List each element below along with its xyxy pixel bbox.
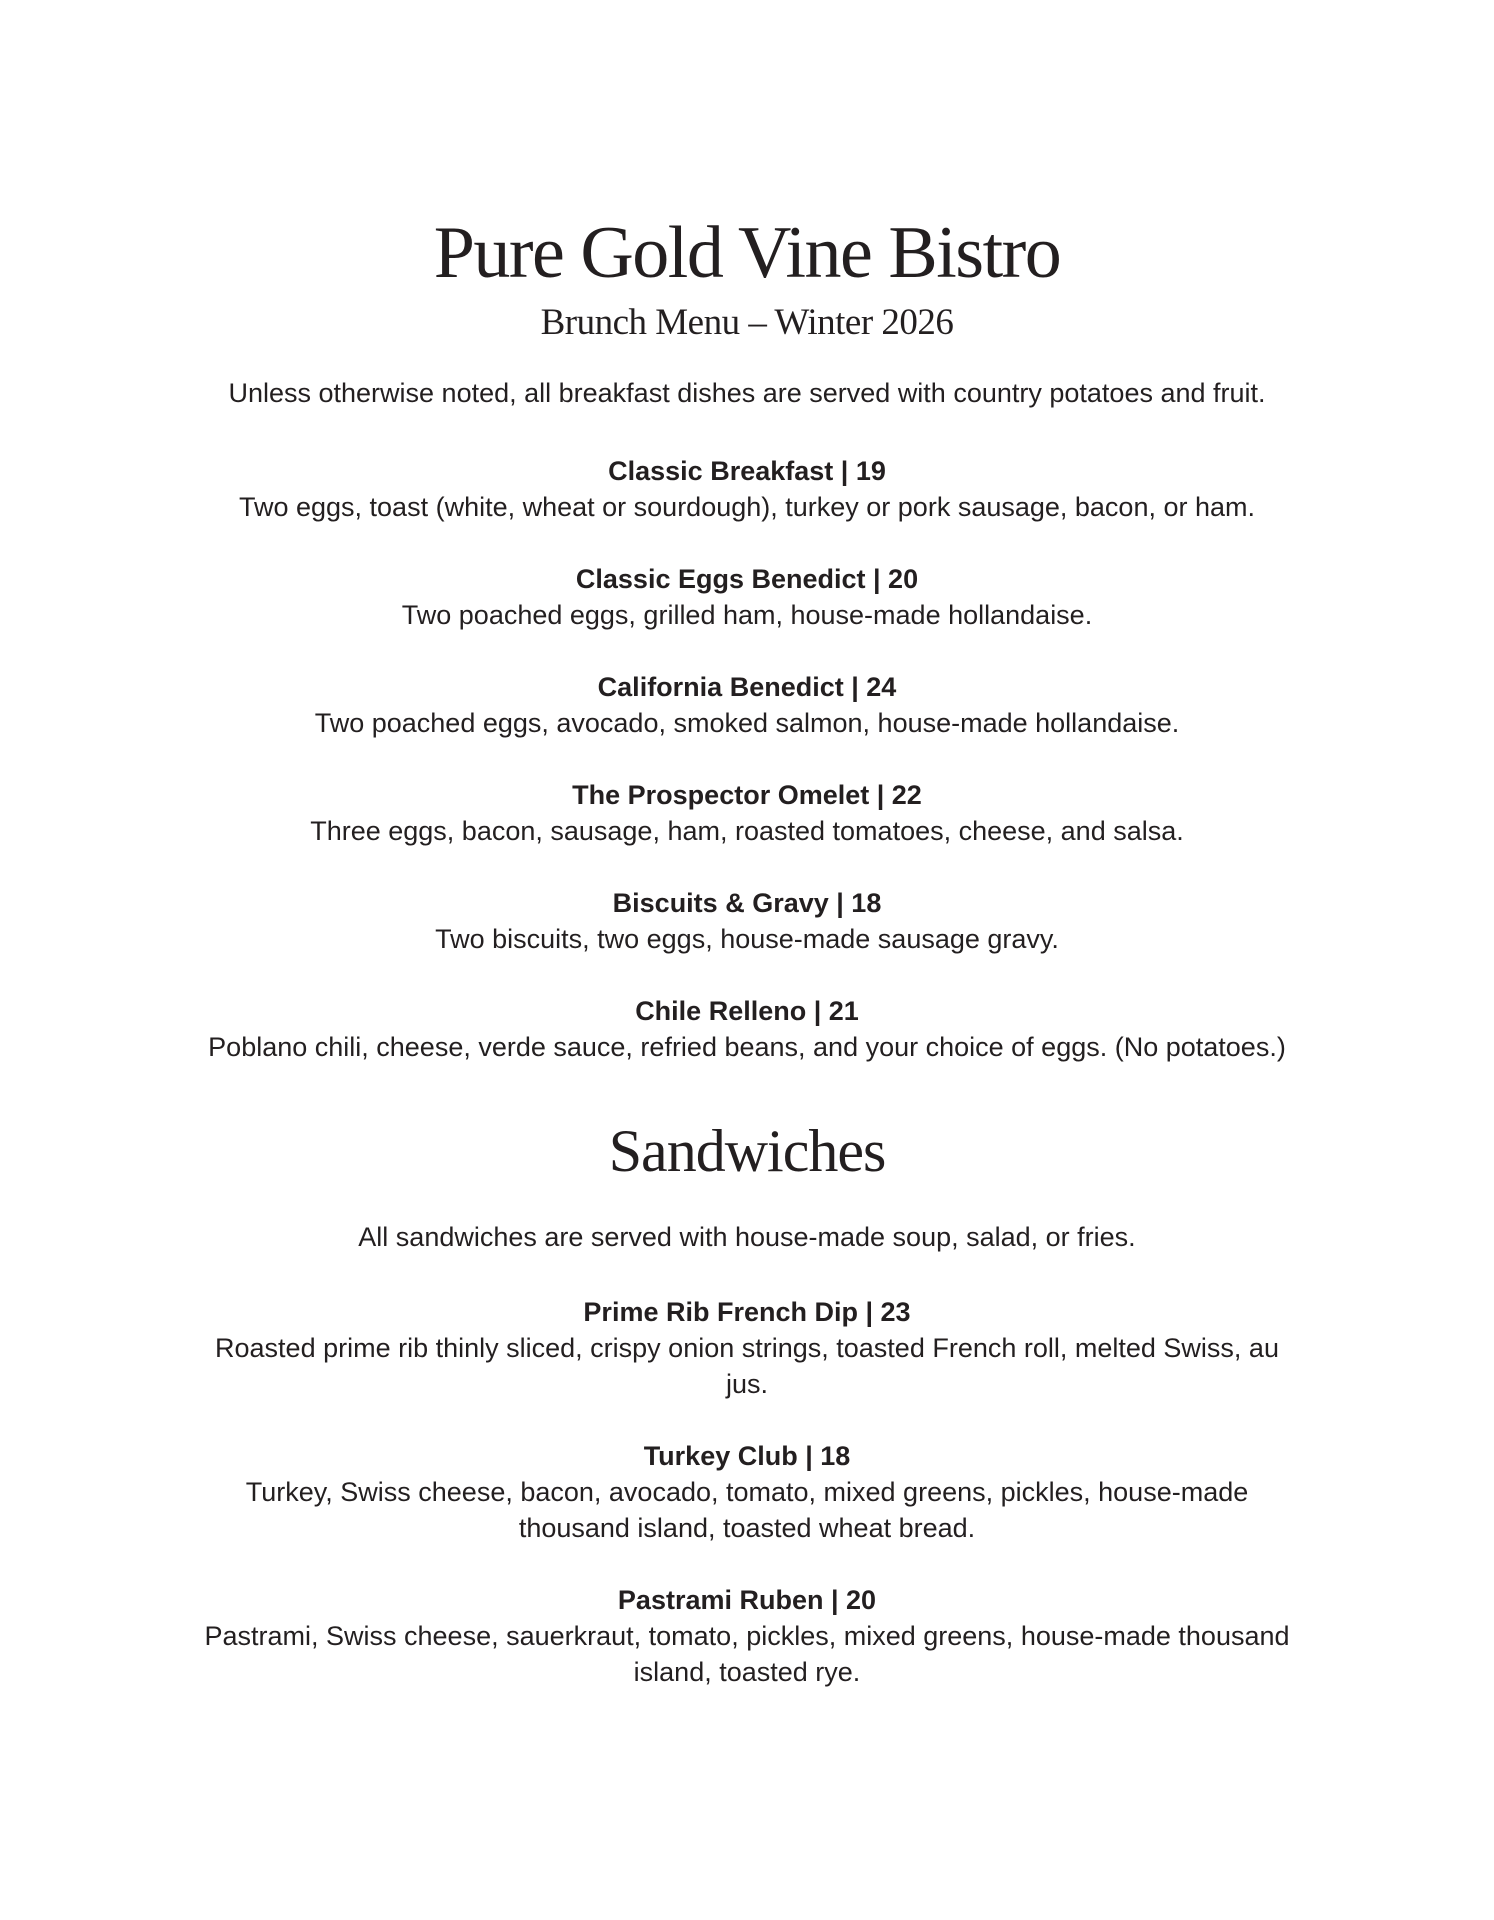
- menu-item-california-benedict: [0, 669, 1494, 741]
- item-heading: California Benedict | 24: [597, 672, 897, 703]
- menu-item-prime-rib-french-dip: [0, 1294, 1494, 1402]
- item-description: Two poached eggs, grilled ham, house-made hollandaise.: [401, 600, 1093, 631]
- item-description: Two poached eggs, avocado, smoked salmon, house-made hollandaise.: [314, 708, 1180, 739]
- item-heading: Pastrami Ruben | 20: [617, 1584, 877, 1615]
- item-heading: Biscuits & Gravy | 18: [612, 888, 882, 919]
- menu-subtitle: Brunch Menu – Winter 2026: [540, 302, 954, 343]
- breakfast-note: Unless otherwise noted, all breakfast dishes are served with country potatoes and fruit.: [228, 378, 1266, 408]
- item-description: Roasted prime rib thinly sliced, crispy onion strings, toasted French roll, melted Swiss, au jus.: [215, 1332, 1279, 1399]
- item-description: Three eggs, bacon, sausage, ham, roasted tomatoes, cheese, and salsa.: [310, 816, 1184, 847]
- breakfast-item-list: [0, 453, 1494, 1065]
- sandwich-item-list: [0, 1294, 1494, 1690]
- menu-item-biscuits-gravy: [0, 885, 1494, 957]
- sandwiches-section: [0, 1118, 1494, 1689]
- item-heading: The Prospector Omelet | 22: [572, 780, 922, 811]
- item-heading: Chile Relleno | 21: [635, 996, 859, 1027]
- restaurant-name: Pure Gold Vine Bistro: [433, 212, 1061, 294]
- menu-item-pastrami-ruben: [0, 1582, 1494, 1690]
- menu-header: [0, 212, 1494, 343]
- item-heading: Classic Eggs Benedict | 20: [575, 564, 919, 595]
- menu-item-chile-relleno: [0, 993, 1494, 1065]
- breakfast-section: [0, 377, 1494, 1065]
- item-description: Turkey, Swiss cheese, bacon, avocado, tomato, mixed greens, pickles, house-made thousand island, toasted wheat bread.: [245, 1476, 1249, 1543]
- menu-item-classic-breakfast: [0, 453, 1494, 525]
- item-description: Pastrami, Swiss cheese, sauerkraut, tomato, pickles, mixed greens, house-made thousand island, toasted rye.: [204, 1620, 1290, 1687]
- item-heading: Prime Rib French Dip | 23: [583, 1296, 911, 1327]
- menu-item-prospector-omelet: [0, 777, 1494, 849]
- menu-item-classic-eggs-benedict: [0, 561, 1494, 633]
- sandwiches-title: Sandwiches: [608, 1118, 886, 1185]
- sandwiches-note: All sandwiches are served with house-made soup, salad, or fries.: [358, 1222, 1136, 1253]
- item-description: Two biscuits, two eggs, house-made sausage gravy.: [435, 924, 1059, 955]
- item-heading: Turkey Club | 18: [643, 1440, 851, 1471]
- menu-item-turkey-club: [0, 1438, 1494, 1546]
- item-heading: Classic Breakfast | 19: [608, 456, 886, 487]
- item-description: Two eggs, toast (white, wheat or sourdough), turkey or pork sausage, bacon, or ham.: [238, 492, 1256, 523]
- item-description: Poblano chili, cheese, verde sauce, refried beans, and your choice of eggs. (No potatoes.): [208, 1032, 1286, 1063]
